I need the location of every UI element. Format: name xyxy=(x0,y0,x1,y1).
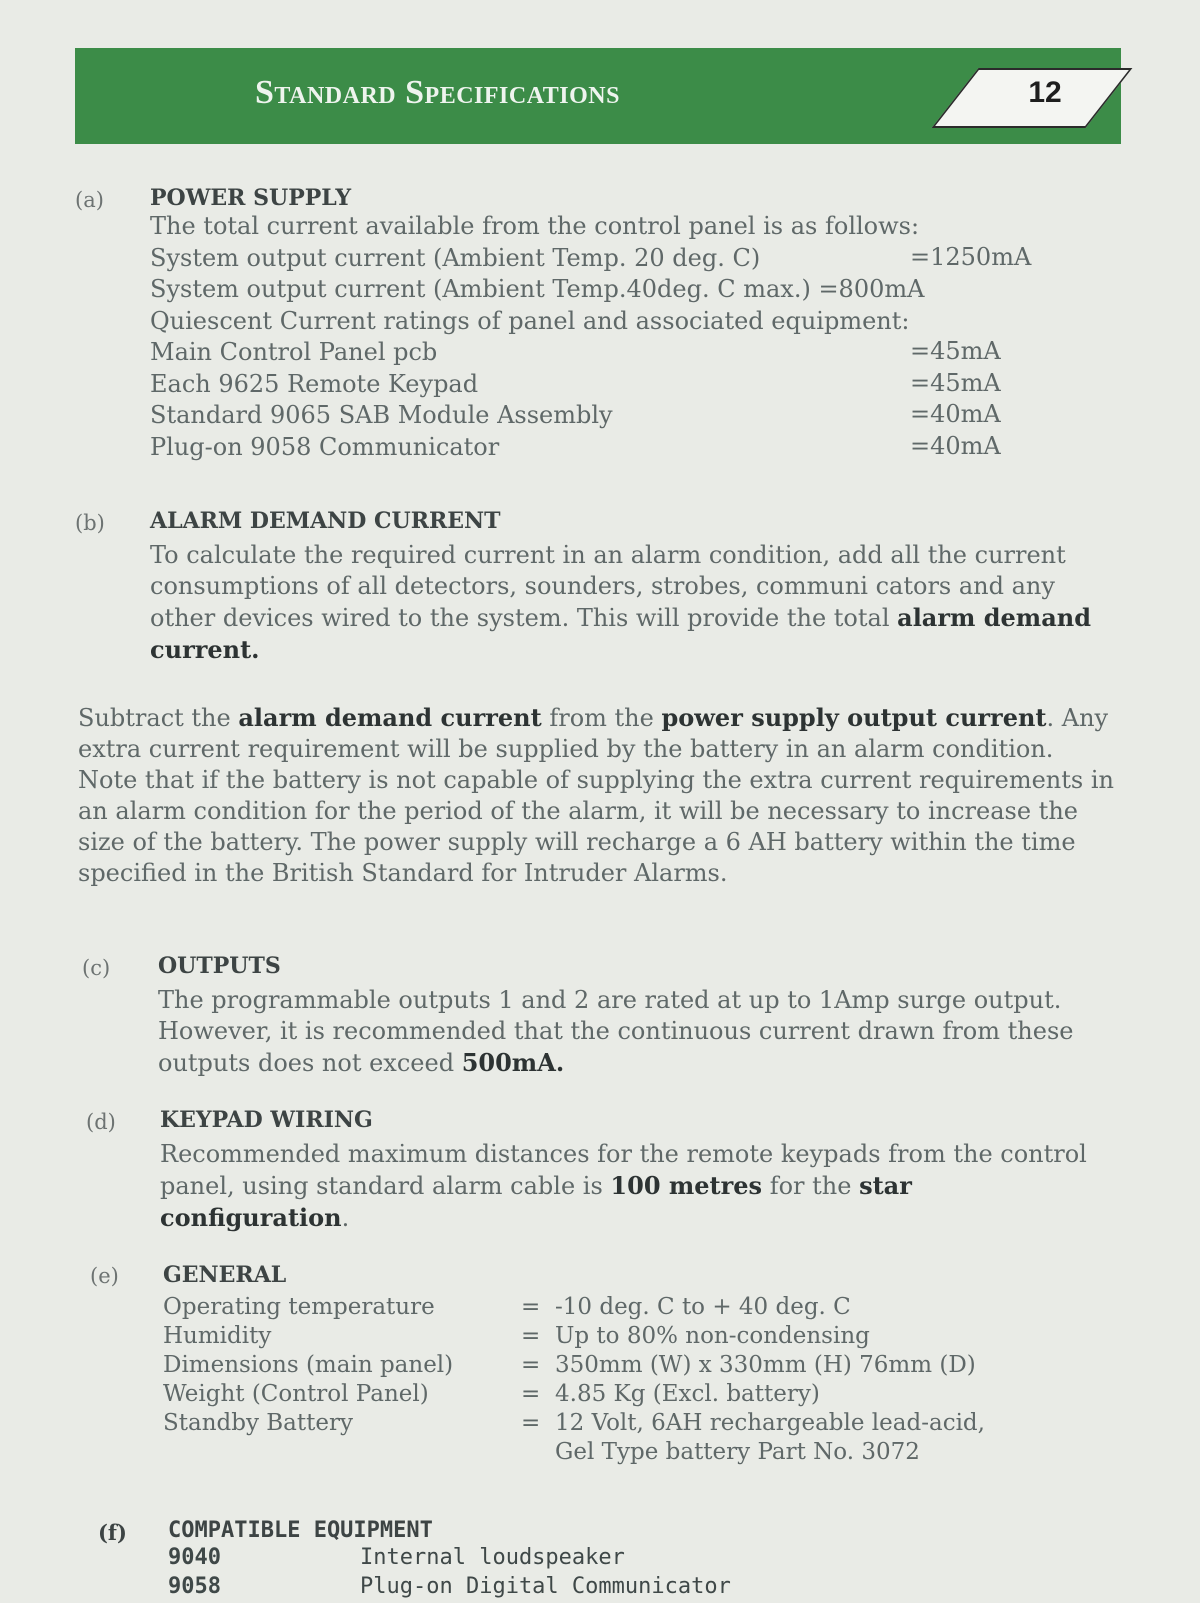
subtract-text xyxy=(78,702,1118,889)
general-row-label: Dimensions (main panel) xyxy=(163,1352,454,1378)
outputs-body: The programmable outputs 1 and 2 are rated at up to 1Amp surge output. However, it is recommended that the continuous current drawn from these outputs does not exceed xyxy=(158,986,1074,1077)
power-supply-intro: The total current available from the control panel is as follows: xyxy=(150,212,920,240)
alarm-demand-text xyxy=(150,540,1100,666)
compatible-row xyxy=(168,1574,1098,1603)
section-outputs xyxy=(158,953,1088,1079)
outputs-heading: OUTPUTS xyxy=(158,953,281,979)
section-c-letter: (c) xyxy=(82,956,111,980)
subtract-bold-1: alarm demand current xyxy=(238,703,542,732)
subtract-bold-2: power supply output current xyxy=(661,703,1047,732)
quiescent-item-label: Main Control Panel pcb xyxy=(150,338,438,366)
system-row xyxy=(150,243,1090,275)
general-row-value: 4.85 Kg (Excl. battery) xyxy=(555,1381,820,1407)
system-row-label: System output current (Ambient Temp.40deg. C max.) =800mA xyxy=(150,275,925,303)
section-power-supply xyxy=(150,185,1090,463)
general-row xyxy=(163,1323,1093,1352)
general-row xyxy=(163,1439,1093,1468)
general-row-value: Up to 80% non-condensing xyxy=(555,1323,870,1349)
keypad-wiring-text-2: for the xyxy=(762,1172,860,1200)
keypad-wiring-text-1: Recommended maximum distances for the remote keypads from the control panel, using standard alarm cable is xyxy=(160,1140,1087,1200)
general-row xyxy=(163,1352,1093,1381)
section-f-letter: (f) xyxy=(98,1520,127,1545)
system-row-label: System output current (Ambient Temp. 20 deg. C) xyxy=(150,243,761,272)
general-row-value: Gel Type battery Part No. 3072 xyxy=(555,1439,920,1465)
general-row-label: Operating temperature xyxy=(163,1294,435,1320)
section-a-letter: (a) xyxy=(75,188,104,212)
quiescent-item-value: =40mA xyxy=(910,431,1001,460)
general-row xyxy=(163,1381,1093,1410)
quiescent-item xyxy=(150,432,1090,464)
keypad-wiring-text-3: . xyxy=(341,1204,350,1232)
keypad-wiring-bold-1: 100 metres xyxy=(610,1171,763,1200)
subtract-text-2: from the xyxy=(541,704,662,732)
general-row-value: 12 Volt, 6AH rechargeable lead-acid, xyxy=(555,1410,985,1436)
general-row-equals: = xyxy=(521,1381,541,1407)
general-row-label: Standby Battery xyxy=(163,1410,353,1436)
general-row-equals: = xyxy=(521,1294,541,1320)
section-keypad-wiring xyxy=(160,1107,1090,1234)
compatible-code: 9040 xyxy=(168,1545,221,1570)
compatible-name: Plug-on Digital Communicator xyxy=(360,1574,731,1599)
alarm-demand-body: To calculate the required current in an alarm condition, add all the current consumptions of all detectors, sounders, strobes, communi cators and any other devices wired to the system. This will provide the total xyxy=(150,541,1066,632)
general-row-label: Humidity xyxy=(163,1323,272,1349)
quiescent-item xyxy=(150,337,1090,369)
quiescent-item-value: =40mA xyxy=(910,400,1001,428)
outputs-bold: 500mA. xyxy=(461,1048,565,1077)
general-row xyxy=(163,1410,1093,1439)
general-row xyxy=(163,1294,1093,1323)
section-d-letter: (d) xyxy=(86,1110,116,1134)
alarm-demand-heading: ALARM DEMAND CURRENT xyxy=(150,508,501,534)
compatible-heading: COMPATIBLE EQUIPMENT xyxy=(168,1518,433,1543)
quiescent-item xyxy=(150,369,1090,401)
keypad-wiring-heading: KEYPAD WIRING xyxy=(160,1107,373,1133)
compatible-name: Internal loudspeaker xyxy=(360,1545,625,1570)
section-compatible xyxy=(168,1518,1098,1603)
outputs-text xyxy=(158,985,1088,1079)
alarm-demand-bold: alarm demand current. xyxy=(150,603,1091,664)
section-e-letter: (e) xyxy=(90,1264,119,1288)
quiescent-item xyxy=(150,400,1090,432)
keypad-wiring-bold-2: star configuration xyxy=(160,1171,912,1232)
page-title: Standard Specifications xyxy=(255,74,620,111)
power-supply-heading: POWER SUPPLY xyxy=(150,185,352,211)
compatible-code: 9058 xyxy=(168,1574,221,1599)
quiescent-item-value: =45mA xyxy=(910,337,1001,365)
keypad-wiring-text xyxy=(160,1139,1090,1234)
general-heading: GENERAL xyxy=(163,1262,287,1288)
quiescent-item-value: =45mA xyxy=(910,368,1001,397)
quiescent-heading: Quiescent Current ratings of panel and associated equipment: xyxy=(150,306,910,335)
quiescent-item-label: Each 9625 Remote Keypad xyxy=(150,369,479,398)
system-row-value: =1250mA xyxy=(910,242,1032,271)
general-row-value: 350mm (W) x 330mm (H) 76mm (D) xyxy=(555,1352,976,1378)
page-number: 12 xyxy=(1028,76,1062,109)
system-row xyxy=(150,274,1090,306)
subtract-paragraph xyxy=(78,702,1118,889)
quiescent-item-label: Standard 9065 SAB Module Assembly xyxy=(150,401,613,429)
general-row-label: Weight (Control Panel) xyxy=(163,1381,429,1407)
section-alarm-demand xyxy=(150,508,1100,666)
general-row-equals: = xyxy=(521,1323,541,1349)
section-b-letter: (b) xyxy=(75,511,105,535)
section-general xyxy=(163,1262,1093,1468)
page-header-banner xyxy=(75,48,1121,144)
subtract-text-3: . Any extra current requirement will be supplied by the battery in an alarm condition. Note that if the battery is not capable of supplying the extra current requirements in an alarm condition for the period of the alarm, it will be necessary to increase the size of the battery. The power supply will recharge a 6 AH battery within the time specified in the British Standard for Intruder Alarms. xyxy=(78,704,1114,887)
subtract-text-1: Subtract the xyxy=(78,704,239,732)
general-row-value: -10 deg. C to + 40 deg. C xyxy=(555,1294,851,1320)
general-row-equals: = xyxy=(521,1352,541,1378)
compatible-row xyxy=(168,1545,1098,1574)
quiescent-item-label: Plug-on 9058 Communicator xyxy=(150,432,500,461)
general-row-equals: = xyxy=(521,1410,541,1436)
